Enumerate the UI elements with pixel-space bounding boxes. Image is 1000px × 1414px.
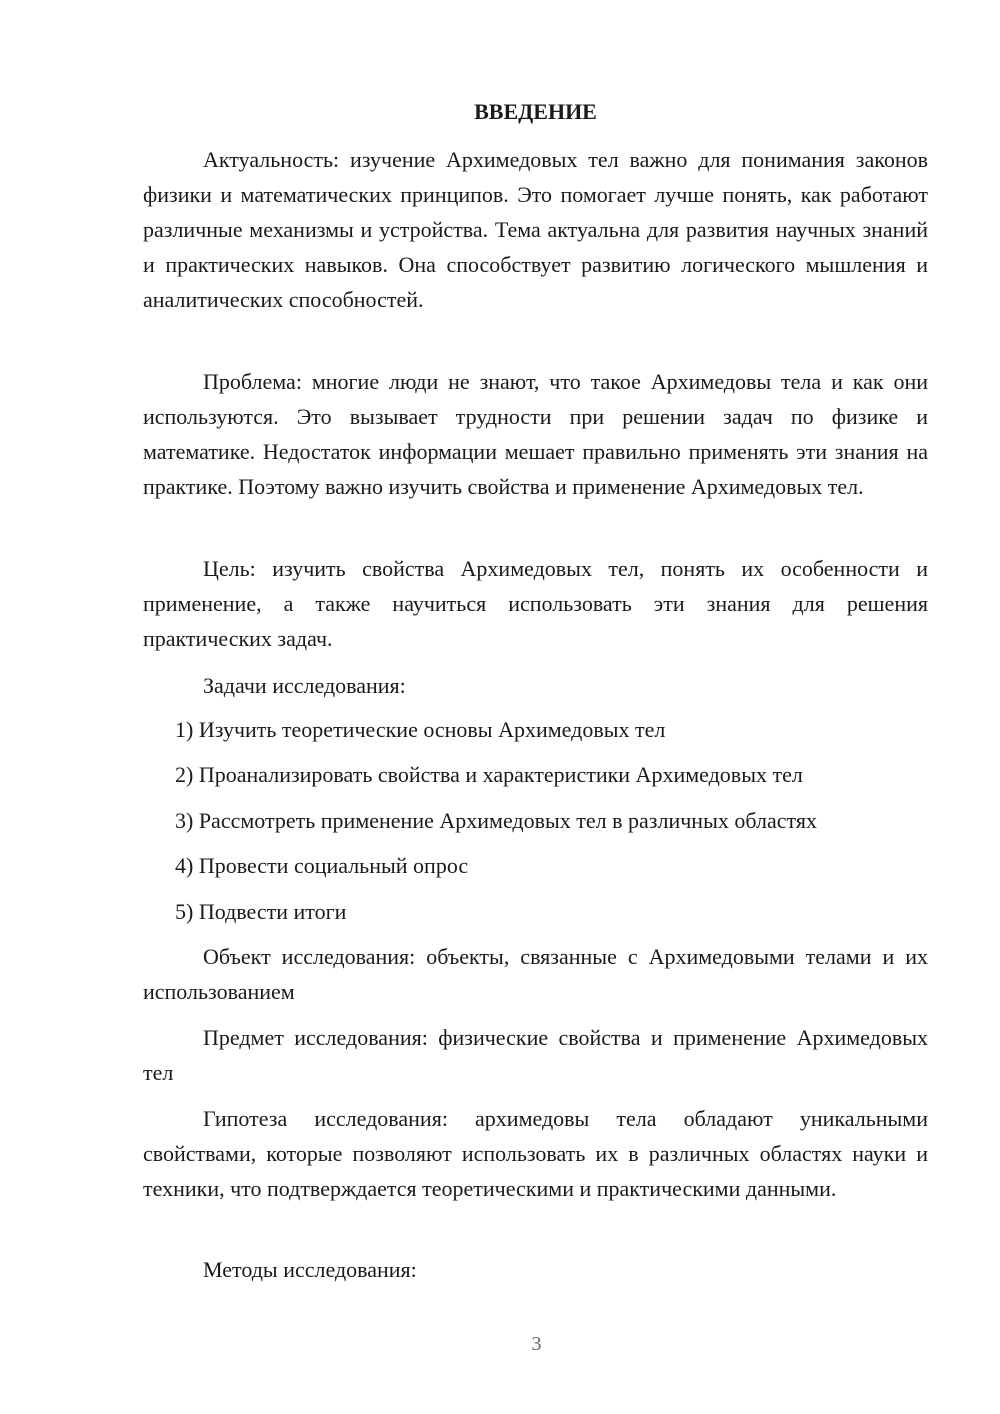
methods-heading: Методы исследования: bbox=[203, 1257, 417, 1282]
object-paragraph: Объект исследования: объекты, связанные с Архимедовыми телами и их использованием bbox=[143, 944, 928, 1004]
task-item: 1) Изучить теоретические основы Архимедовых тел bbox=[175, 717, 666, 742]
page-number: 3 bbox=[531, 1333, 542, 1355]
page-title: ВВЕДЕНИЕ bbox=[474, 99, 597, 124]
task-item: 5) Подвести итоги bbox=[175, 899, 347, 924]
problem-paragraph: Проблема: многие люди не знают, что такое Архимедовы тела и как они используются. Это вызывает трудности при решении задач по физике и математике. Недостаток информации мешает правильно применять эти знания на практике. Поэтому важно изучить свойства и применение Архимедовых тел. bbox=[143, 369, 928, 499]
subject-paragraph: Предмет исследования: физические свойства и применение Архимедовых тел bbox=[143, 1025, 928, 1085]
hypothesis-paragraph: Гипотеза исследования: архимедовы тела обладают уникальными свойствами, которые позволяют использовать их в различных областях науки и техники, что подтверждается теоретическими и практическими данными. bbox=[143, 1106, 928, 1201]
goal-paragraph: Цель: изучить свойства Архимедовых тел, понять их особенности и применение, а также научиться использовать эти знания для решения практических задач. bbox=[143, 556, 928, 651]
tasks-heading: Задачи исследования: bbox=[203, 673, 406, 698]
task-item: 3) Рассмотреть применение Архимедовых тел в различных областях bbox=[175, 808, 817, 833]
task-item: 2) Проанализировать свойства и характеристики Архимедовых тел bbox=[175, 762, 803, 787]
task-item: 4) Провести социальный опрос bbox=[175, 853, 469, 878]
relevance-paragraph: Актуальность: изучение Архимедовых тел важно для понимания законов физики и математических принципов. Это помогает лучше понять, как работают различные механизмы и устройства. Тема актуальна для развития научных знаний и практических навыков. Она способствует развитию логического мышления и аналитических способностей. bbox=[143, 147, 928, 312]
